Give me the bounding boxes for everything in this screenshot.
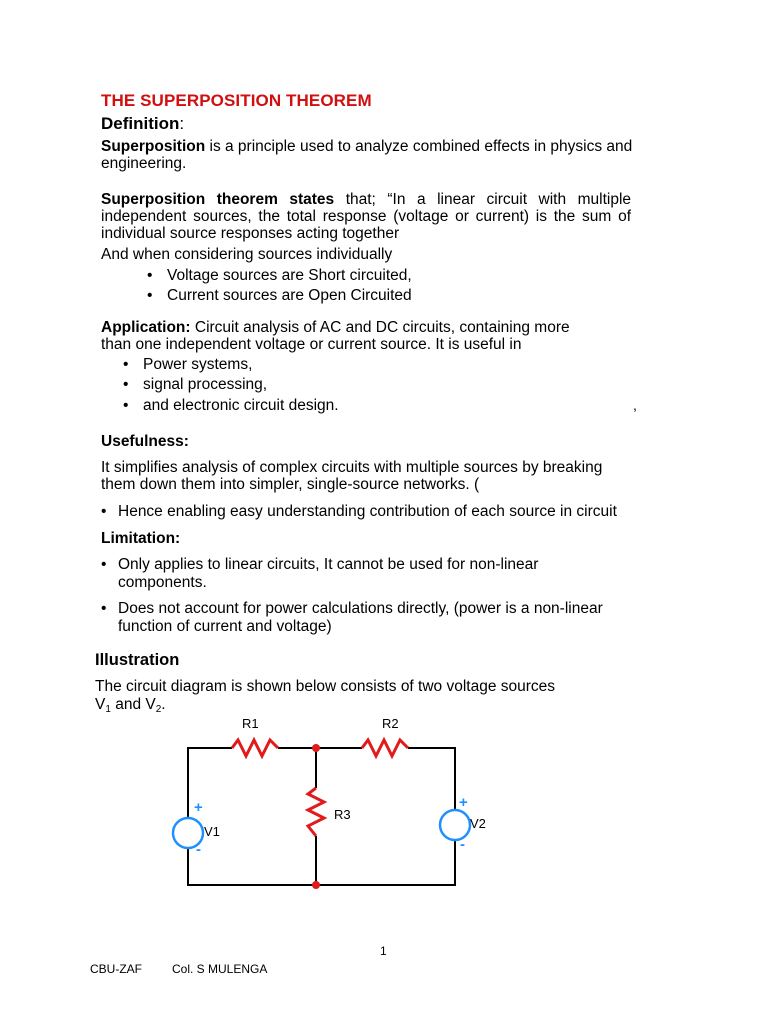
list-item-text: signal processing, [143,376,268,393]
v1-label: V1 [204,824,220,839]
bullet-marker: • [123,376,129,393]
definition-text-line2: engineering. [101,155,187,172]
stray-mark: , [633,397,637,413]
list-item-text: Hence enabling easy understanding contribution of each source in circuit [118,503,617,520]
bullet-marker: • [123,397,129,414]
usefulness-text-line1: It simplifies analysis of complex circuits with multiple sources by breaking [101,459,603,476]
bullet-marker: • [101,503,107,520]
wire-left-bottom [188,849,316,885]
list-item [101,600,603,636]
resistor-r1 [232,740,278,756]
bullet-marker: • [123,356,129,373]
list-item-text: Voltage sources are Short circuited, [167,267,412,284]
list-item-text: Power systems, [143,356,253,373]
wire-right-top [408,748,455,810]
application-text-line2: than one independent voltage or current source. It is useful in [101,336,522,353]
v2-label: V2 [470,816,486,831]
application-text-line1: Circuit analysis of AC and DC circuits, containing more [190,319,570,336]
footer-institution: CBU-ZAF [90,962,142,976]
list-item [123,376,267,394]
circuit-diagram [160,708,500,898]
usefulness-paragraph [101,459,602,493]
resistor-r3 [308,788,324,836]
bullet-marker: • [147,287,153,304]
v1-subscript: 1 [105,704,111,715]
list-item-text: components. [118,574,207,591]
r2-label: R2 [382,716,399,731]
definition-heading [101,114,184,134]
page-number: 1 [380,944,387,958]
usefulness-heading: Usefulness: [101,433,189,450]
r3-label: R3 [334,807,351,822]
bullet-marker: • [101,600,107,617]
list-item [123,356,252,374]
usefulness-text-line2: them down them into simpler, single-source networks. ( [101,476,480,493]
application-heading: Application: [101,319,191,336]
definition-heading-text: Definition [101,114,180,133]
definition-paragraph [101,138,632,172]
list-item-text: function of current and voltage) [118,618,332,635]
list-item-text: Only applies to linear circuits, It cannot be used for non-linear [118,556,539,573]
illustration-and: and V [110,696,156,713]
bullet-marker: • [147,267,153,284]
node-top [312,744,320,752]
list-item [101,503,617,521]
list-item-text: Current sources are Open Circuited [167,287,412,304]
list-item [147,287,412,305]
illustration-text-line1: The circuit diagram is shown below consists of two voltage sources [95,678,556,695]
list-item-text: and electronic circuit design. [143,397,339,414]
definition-colon: : [179,114,185,133]
list-item [123,397,339,415]
wire-right-bottom [316,841,455,885]
application-paragraph [101,319,570,353]
bullet-marker: • [101,556,107,573]
definition-term: Superposition [101,138,206,155]
v2-minus-sign: - [460,836,465,853]
page-title: THE SUPERPOSITION THEOREM [101,91,372,110]
v1-symbol: V [95,696,106,713]
list-item [101,556,538,592]
illustration-end: . [161,696,166,713]
v2-plus-sign: + [459,794,468,811]
theorem-statement-text: that; “In a linear circuit with multiple independent sources, the total response (voltage or current) is the sum of individual source responses acting together [101,191,632,242]
theorem-statement [101,191,631,242]
v1-minus-sign: - [196,841,201,858]
list-item [147,267,412,285]
source-v2 [440,810,470,840]
theorem-statement-lead: Superposition theorem states [101,191,335,208]
list-item-text: Does not account for power calculations directly, (power is a non-linear [118,600,603,617]
illustration-heading: Illustration [95,651,180,669]
r1-label: R1 [242,716,259,731]
limitation-heading: Limitation: [101,530,181,547]
v2-subscript: 2 [155,704,162,715]
considering-intro: And when considering sources individually [101,246,393,263]
v1-plus-sign: + [194,799,203,816]
footer-author: Col. S MULENGA [172,962,268,976]
node-bottom [312,881,320,889]
resistor-r2 [362,740,408,756]
definition-text-line1: is a principle used to analyze combined effects in physics and [205,138,633,155]
